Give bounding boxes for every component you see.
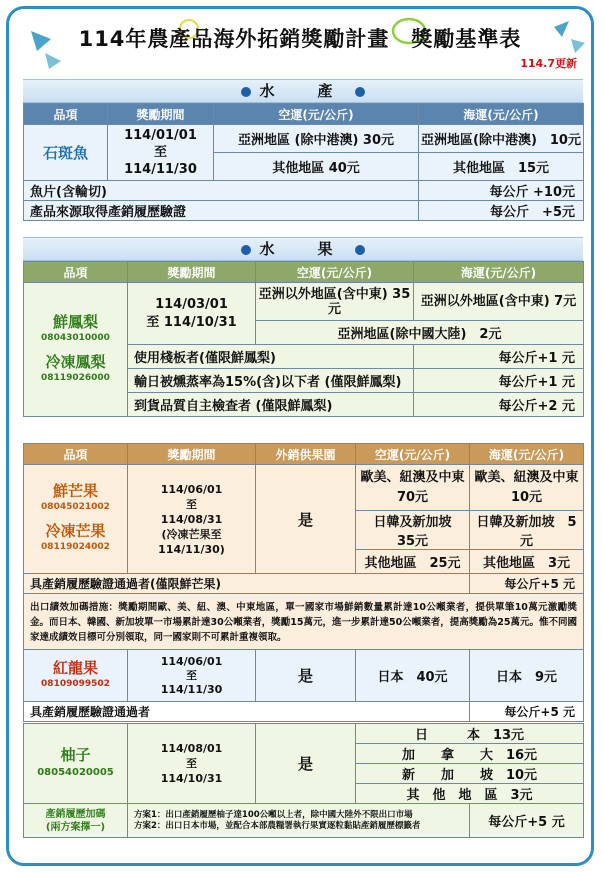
- pomelo-cert-value: 每公斤+5 元: [470, 804, 584, 838]
- frozen-mango-name: 冷凍芒果: [45, 522, 106, 540]
- dragonfruit-orchard: 是: [256, 650, 356, 702]
- grouper-cert-value: 每公斤 +5元: [419, 201, 584, 221]
- pineapple-bonus-value-3: 每公斤+2 元: [414, 393, 584, 417]
- pomelo-plans: 方案1：出口產銷履歷柚子達100公噸以上者，除中國大陸外不限出口市場 方案2：出口日本市場，並配合本部農糧署執行果實逐粒黏貼產銷履歷標籤者: [128, 804, 470, 838]
- pineapple-bonus-value-1: 每公斤+1 元: [414, 345, 584, 369]
- pineapple-table: [23, 261, 584, 417]
- grouper-table: [23, 103, 584, 221]
- bullet-icon: [355, 87, 365, 97]
- col-item: 品項: [24, 104, 108, 125]
- dragonfruit-name: 紅龍果: [52, 658, 98, 677]
- dragonfruit-sea: 日本 9元: [470, 650, 584, 702]
- dragonfruit-table: [23, 649, 584, 722]
- frozen-pineapple-name: 冷凍鳳梨: [45, 352, 106, 371]
- mango-sea-3: 其他地區 3元: [470, 550, 584, 574]
- pomelo-rate-2: 加 拿 大 16元: [356, 744, 584, 764]
- fillet-label: 魚片(含輪切): [24, 181, 419, 201]
- col-air: 空運(元/公斤): [256, 262, 414, 283]
- pomelo-cert-label: 產銷履歷加碼 (兩方案擇一): [24, 804, 128, 838]
- grouper-air-2: 其他地區 40元: [214, 153, 419, 181]
- grouper-cert-label: 產品來源取得產銷履歷驗證: [24, 201, 419, 221]
- update-note: 114.7更新: [520, 57, 577, 70]
- pomelo-orchard: 是: [256, 724, 356, 804]
- dragonfruit-cert-value: 每公斤+5 元: [470, 702, 584, 722]
- pineapple-air-2: 亞洲地區(除中國大陸) 2元: [256, 321, 584, 345]
- col-air: 空運(元/公斤): [356, 444, 470, 465]
- product-mango: [24, 465, 128, 574]
- pomelo-period: 114/08/01 至 114/10/31: [128, 724, 256, 804]
- pomelo-rate-3: 新 加 坡 10元: [356, 764, 584, 784]
- pineapple-period: 114/03/01 至 114/10/31: [128, 283, 256, 345]
- col-period: 獎勵期間: [108, 104, 214, 125]
- col-period: 獎勵期間: [128, 262, 256, 283]
- mango-cert-value: 每公斤+5 元: [470, 574, 584, 594]
- bullet-icon: [241, 87, 251, 97]
- grouper-sea-1: 亞洲地區(除中港澳) 10元: [419, 125, 584, 153]
- fillet-value: 每公斤 +10元: [419, 181, 584, 201]
- product-pineapple: [24, 283, 128, 417]
- mango-air-2: 日韓及新加坡 35元: [356, 511, 470, 550]
- mango-period: 114/06/01 至 114/08/31 (冷凍芒果至 114/11/30): [128, 465, 256, 574]
- product-dragonfruit: [24, 650, 128, 702]
- pomelo-name: 柚子: [60, 745, 91, 764]
- page-title: 114年農產品海外拓銷獎勵計畫 獎勵基準表: [78, 27, 522, 51]
- pomelo-rate-1: 日 本 13元: [356, 724, 584, 744]
- dragonfruit-cert-label: 具產銷履歷驗證通過者: [24, 702, 470, 722]
- mango-orchard: 是: [256, 465, 356, 574]
- grouper-period: 114/01/01 至 114/11/30: [108, 125, 214, 181]
- pomelo-rate-4: 其 他 地 區 3元: [356, 784, 584, 804]
- col-item: 品項: [24, 444, 128, 465]
- col-air: 空運(元/公斤): [214, 104, 419, 125]
- col-sea: 海運(元/公斤): [470, 444, 584, 465]
- mango-note: 出口績效加碼措施：獎勵期間歐、美、紐、澳、中東地區，單一國家市場鮮銷數量累計達10公噸業者，提供單筆10萬元激勵獎金。而日本、韓國、新加坡單一市場累計達30公噸業者，獎勵15萬元，進一步累計達50公噸業者，提高獎勵為25萬元。惟不同國家達成績效目標可分別領取，同一國家則不可累計重複領取。: [24, 594, 584, 652]
- mango-sea-2: 日韓及新加坡 5元: [470, 511, 584, 550]
- pomelo-table: [23, 723, 584, 838]
- section-label: 水 果: [259, 240, 347, 258]
- pineapple-bonus-label-3: 到貨品質自主檢查者 (僅限鮮鳳梨): [128, 393, 414, 417]
- dragonfruit-period: 114/06/01 至 114/11/30: [128, 650, 256, 702]
- grouper-sea-2: 其他地區 15元: [419, 153, 584, 181]
- mango-table: [23, 443, 584, 652]
- frozen-pineapple-code: 08119026000: [41, 372, 110, 383]
- section-fruit: [23, 237, 583, 261]
- pineapple-code: 08043010000: [41, 332, 110, 343]
- dragonfruit-air: 日本 40元: [356, 650, 470, 702]
- document-frame: [6, 6, 594, 866]
- col-sea: 海運(元/公斤): [414, 262, 584, 283]
- pineapple-bonus-label-2: 輸日被燻蒸率為15%(含)以下者 (僅限鮮鳳梨): [128, 369, 414, 393]
- grouper-air-1: 亞洲地區 (除中港澳) 30元: [214, 125, 419, 153]
- pineapple-name: 鮮鳳梨: [52, 312, 98, 331]
- pineapple-bonus-label-1: 使用棧板者(僅限鮮鳳梨): [128, 345, 414, 369]
- mango-air-1: 歐美、紐澳及中東 70元: [356, 465, 470, 511]
- col-sea: 海運(元/公斤): [419, 104, 584, 125]
- mango-code: 08045021002: [41, 502, 110, 512]
- section-label: 水 產: [259, 82, 347, 100]
- product-grouper: 石斑魚: [24, 125, 108, 181]
- bullet-icon: [355, 245, 365, 255]
- mango-sea-1: 歐美、紐澳及中東 10元: [470, 465, 584, 511]
- dragonfruit-code: 08109099502: [41, 678, 110, 689]
- section-aquatic: [23, 79, 583, 103]
- mango-cert-label: 具產銷履歷驗證通過者(僅限鮮芒果): [24, 574, 470, 594]
- col-period: 獎勵期間: [128, 444, 256, 465]
- pineapple-bonus-value-2: 每公斤+1 元: [414, 369, 584, 393]
- pineapple-air-1: 亞洲以外地區(含中東) 35元: [256, 283, 414, 321]
- col-orchard: 外銷供果園: [256, 444, 356, 465]
- col-item: 品項: [24, 262, 128, 283]
- mango-name: 鮮芒果: [52, 482, 98, 500]
- pomelo-code: 08054020005: [37, 766, 114, 778]
- frozen-mango-code: 08119024002: [41, 542, 110, 552]
- mango-air-3: 其他地區 25元: [356, 550, 470, 574]
- bullet-icon: [241, 245, 251, 255]
- product-pomelo: [24, 724, 128, 804]
- pineapple-sea-1: 亞洲以外地區(含中東) 7元: [414, 283, 584, 321]
